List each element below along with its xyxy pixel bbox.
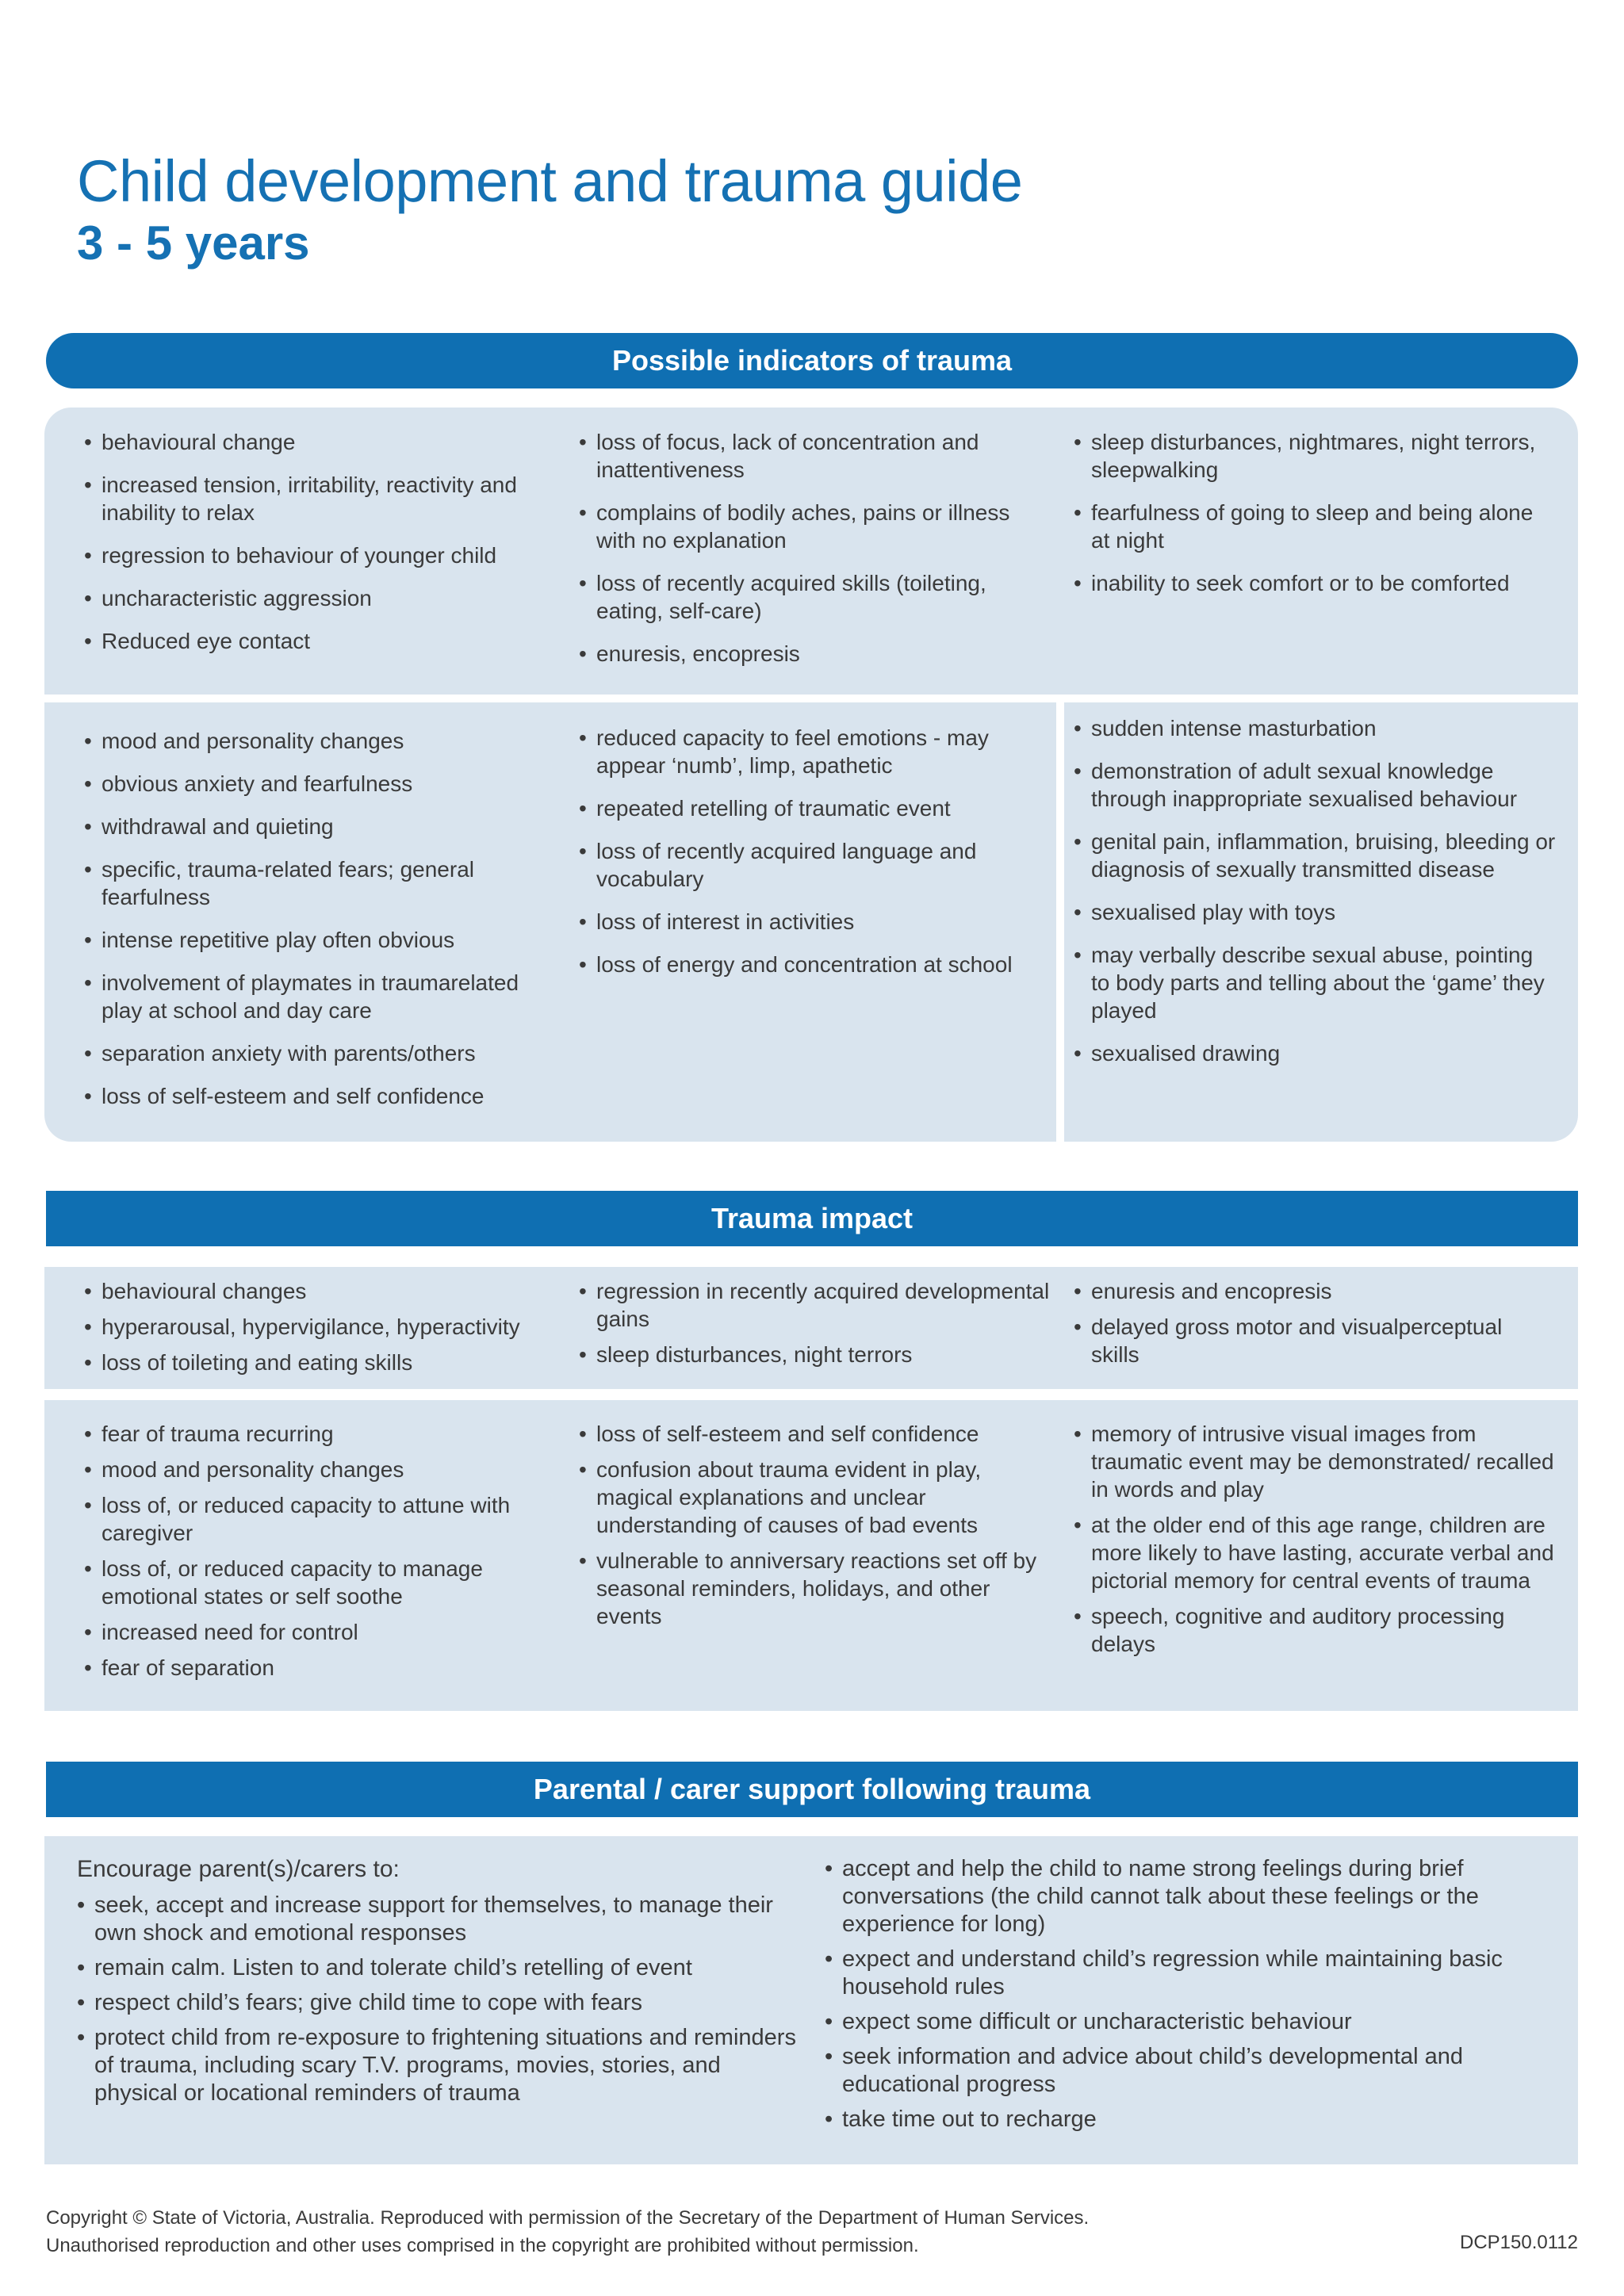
impact-row1-col1: [84, 1277, 544, 1384]
bullet-list: [1074, 428, 1557, 597]
list-item: • inability to seek comfort or to be comforted: [1074, 569, 1557, 597]
list-item: • memory of intrusive visual images from traumatic event may be demonstrated/ recalled in words and play: [1074, 1420, 1557, 1503]
list-item: • increased need for control: [84, 1618, 544, 1646]
list-item: • repeated retelling of traumatic event: [579, 794, 1039, 822]
list-item: • seek information and advice about child’s developmental and educational progress: [825, 2043, 1522, 2099]
list-item: • sleep disturbances, nightmares, night terrors, sleepwalking: [1074, 428, 1557, 484]
list-item: • sexualised play with toys: [1074, 898, 1557, 926]
list-item: • loss of recently acquired skills (toileting, eating, self-care): [579, 569, 1039, 625]
indicators-row1-col1: [84, 428, 528, 670]
support-col2: [825, 1855, 1522, 2141]
copyright-line-1: Copyright © State of Victoria, Australia. Reproduced with permission of the Secretary of the Department of Human Services.: [46, 2207, 1090, 2229]
list-item: • Reduced eye contact: [84, 627, 528, 655]
list-item: • remain calm. Listen to and tolerate child’s retelling of event: [77, 1954, 806, 1982]
document-code: DCP150.0112: [1460, 2232, 1578, 2253]
impact-row2-col3: [1074, 1420, 1557, 1666]
list-item: • loss of, or reduced capacity to manage emotional states or self soothe: [84, 1555, 544, 1610]
bullet-list: [1074, 1420, 1557, 1658]
list-item: • respect child’s fears; give child time to cope with fears: [77, 1989, 806, 2017]
list-item: • enuresis and encopresis: [1074, 1277, 1549, 1305]
list-item: • protect child from re-exposure to frightening situations and reminders of trauma, including scary T.V. programs, movies, stories, and physical or locational reminders of trauma: [77, 2024, 806, 2107]
list-item: • increased tension, irritability, reactivity and inability to relax: [84, 471, 528, 526]
bullet-list: [579, 1277, 1055, 1368]
list-item: • fearfulness of going to sleep and being alone at night: [1074, 499, 1557, 554]
indicators-row1-col2: [579, 428, 1039, 683]
list-item: • speech, cognitive and auditory processing delays: [1074, 1602, 1557, 1658]
list-item: • take time out to recharge: [825, 2106, 1522, 2133]
list-item: • behavioural changes: [84, 1277, 544, 1305]
list-item: • sexualised drawing: [1074, 1039, 1557, 1067]
list-item: • delayed gross motor and visualperceptual skills: [1074, 1313, 1549, 1368]
list-item: • sudden intense masturbation: [1074, 714, 1557, 742]
list-item: • at the older end of this age range, children are more likely to have lasting, accurate verbal and pictorial memory for central events of trauma: [1074, 1511, 1557, 1594]
support-lead: Encourage parent(s)/carers to:: [77, 1856, 400, 1882]
impact-row1-col3: [1074, 1277, 1549, 1376]
list-item: • loss of interest in activities: [579, 908, 1039, 936]
list-item: • loss of focus, lack of concentration and inattentiveness: [579, 428, 1039, 484]
list-item: • fear of separation: [84, 1654, 544, 1682]
bullet-list: [84, 428, 528, 655]
indicators-row2-col3: [1074, 714, 1557, 1082]
bullet-list: [84, 727, 544, 1110]
list-item: • uncharacteristic aggression: [84, 584, 528, 612]
list-item: • specific, trauma-related fears; general fearfulness: [84, 855, 544, 911]
list-item: • mood and personality changes: [84, 727, 544, 755]
list-item: • behavioural change: [84, 428, 528, 456]
list-item: • loss of energy and concentration at school: [579, 951, 1039, 978]
bullet-list: [579, 1420, 1039, 1630]
list-item: • loss of recently acquired language and vocabulary: [579, 837, 1039, 893]
bullet-list: [579, 428, 1039, 668]
support-col1: [77, 1855, 806, 2114]
list-item: • hyperarousal, hypervigilance, hyperactivity: [84, 1313, 544, 1341]
list-item: • enuresis, encopresis: [579, 640, 1039, 668]
list-item: • loss of toileting and eating skills: [84, 1349, 544, 1376]
bullet-list: [77, 1892, 806, 2107]
list-item: • loss of self-esteem and self confidence: [84, 1082, 544, 1110]
list-item: • intense repetitive play often obvious: [84, 926, 544, 954]
bullet-list: [84, 1420, 544, 1682]
indicators-row2-col2: [579, 724, 1039, 993]
indicators-row1-col3: [1074, 428, 1557, 612]
list-item: • accept and help the child to name strong feelings during brief conversations (the child cannot talk about these feelings or the experience for long): [825, 1855, 1522, 1938]
list-item: • reduced capacity to feel emotions - may appear ‘numb’, limp, apathetic: [579, 724, 1039, 779]
list-item: • genital pain, inflammation, bruising, bleeding or diagnosis of sexually transmitted disease: [1074, 828, 1557, 883]
bullet-list: [1074, 1277, 1549, 1368]
list-item: • expect some difficult or uncharacteristic behaviour: [825, 2008, 1522, 2036]
list-item: • fear of trauma recurring: [84, 1420, 544, 1448]
list-item: • separation anxiety with parents/others: [84, 1039, 544, 1067]
copyright-line-2: Unauthorised reproduction and other uses comprised in the copyright are prohibited without permission.: [46, 2235, 919, 2256]
impact-row2-col2: [579, 1420, 1039, 1638]
list-item: • sleep disturbances, night terrors: [579, 1341, 1055, 1368]
bullet-list: [579, 724, 1039, 978]
section-heading-impact: Trauma impact: [46, 1191, 1578, 1246]
bullet-list: [84, 1277, 544, 1376]
section-heading-indicators: Possible indicators of trauma: [46, 333, 1578, 388]
list-item: • loss of self-esteem and self confidence: [579, 1420, 1039, 1448]
list-item: • complains of bodily aches, pains or illness with no explanation: [579, 499, 1039, 554]
list-item: • confusion about trauma evident in play, magical explanations and unclear understanding of causes of bad events: [579, 1456, 1039, 1539]
list-item: • loss of, or reduced capacity to attune with caregiver: [84, 1491, 544, 1547]
list-item: • obvious anxiety and fearfulness: [84, 770, 544, 798]
page-title: Child development and trauma guide: [77, 148, 1023, 214]
bullet-list: [1074, 714, 1557, 1067]
list-item: • seek, accept and increase support for themselves, to manage their own shock and emotional responses: [77, 1892, 806, 1947]
indicators-row2-col1: [84, 727, 544, 1125]
bullet-list: [825, 1855, 1522, 2133]
page-subtitle: 3 - 5 years: [77, 216, 310, 270]
impact-row1-col2: [579, 1277, 1055, 1376]
list-item: • mood and personality changes: [84, 1456, 544, 1483]
list-item: • demonstration of adult sexual knowledge through inappropriate sexualised behaviour: [1074, 757, 1557, 813]
list-item: • involvement of playmates in traumarelated play at school and day care: [84, 969, 544, 1024]
list-item: • regression to behaviour of younger child: [84, 541, 528, 569]
section-heading-support: Parental / carer support following trauma: [46, 1762, 1578, 1817]
list-item: • may verbally describe sexual abuse, pointing to body parts and telling about the ‘game’ they played: [1074, 941, 1557, 1024]
impact-row2-col1: [84, 1420, 544, 1689]
list-item: • expect and understand child’s regression while maintaining basic household rules: [825, 1946, 1522, 2001]
list-item: • regression in recently acquired developmental gains: [579, 1277, 1055, 1333]
list-item: • withdrawal and quieting: [84, 813, 544, 840]
copyright-notice: [46, 2204, 1089, 2260]
list-item: • vulnerable to anniversary reactions set off by seasonal reminders, holidays, and other events: [579, 1547, 1039, 1630]
